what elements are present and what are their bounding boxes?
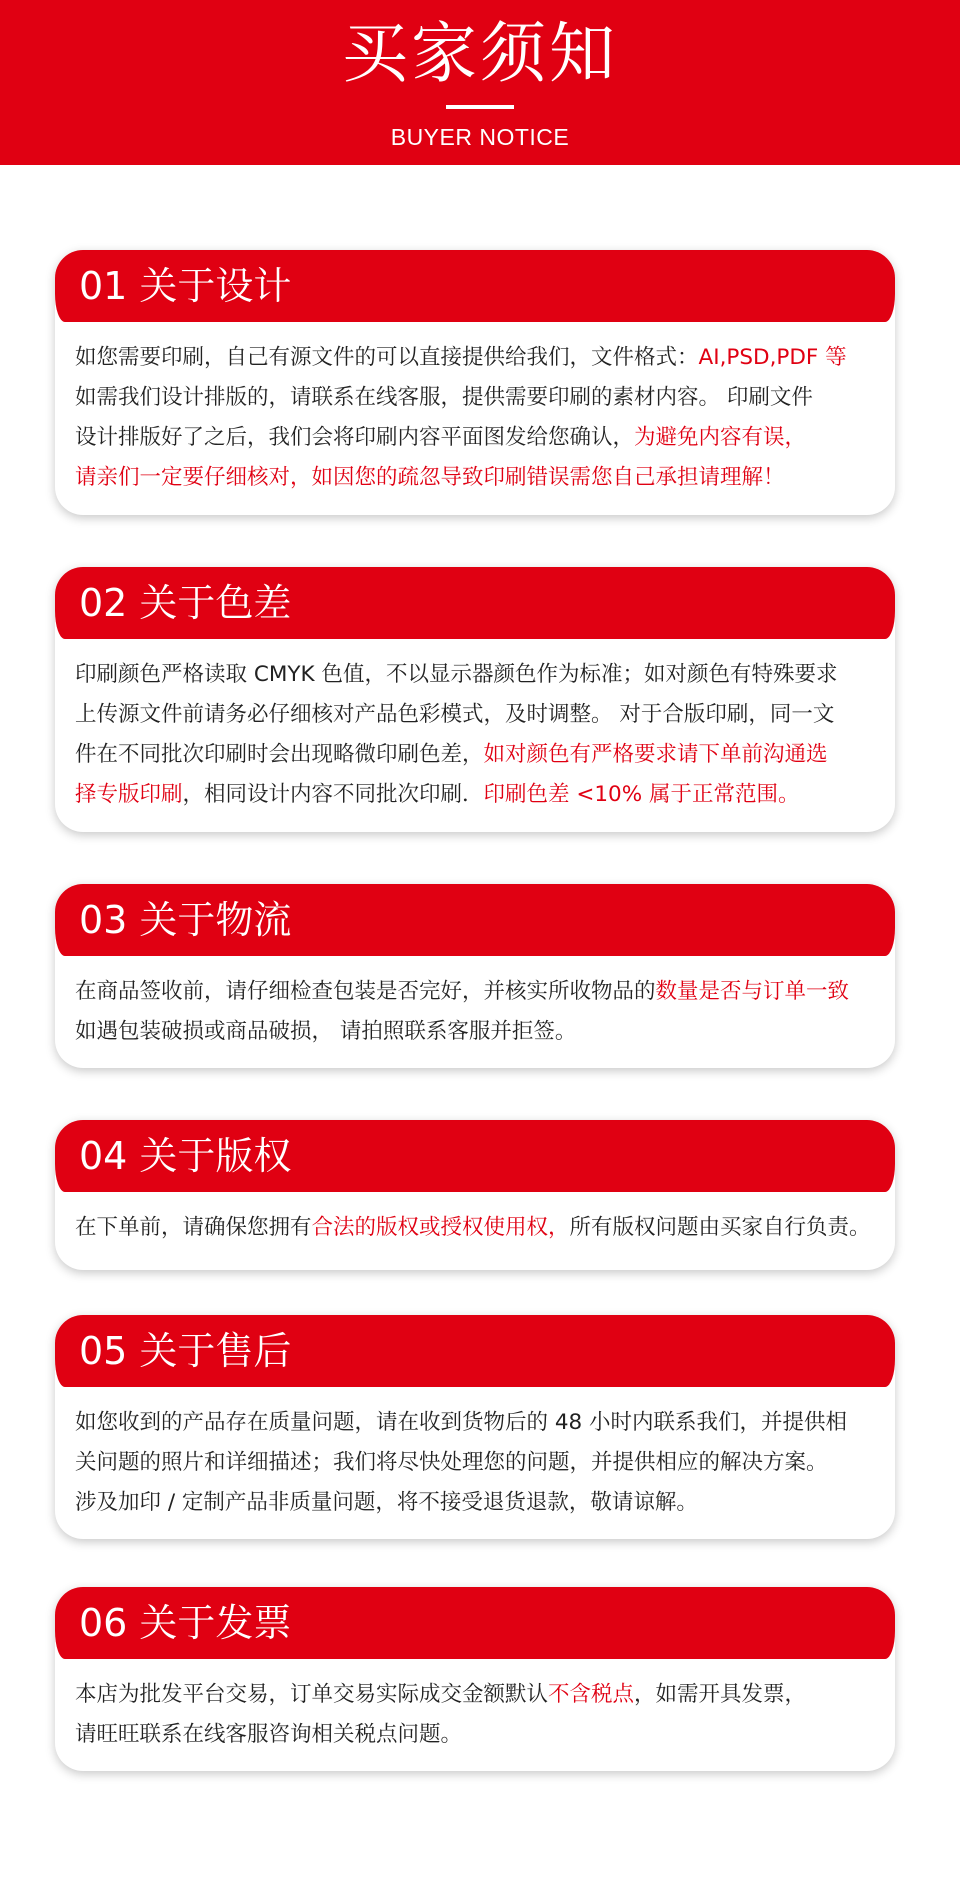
body-text: 涉及加印 / 定制产品非质量问题，将不接受退货退款，敬请谅解。 xyxy=(75,1490,698,1515)
body-text: ，如需开具发票， xyxy=(634,1682,807,1707)
section-invoice xyxy=(55,1587,895,1771)
body-line xyxy=(75,1208,877,1248)
body-text: 关问题的照片和详细描述；我们将尽快处理您的问题，并提供相应的解决方案。 xyxy=(75,1450,828,1475)
section-body xyxy=(55,1387,895,1523)
title-divider xyxy=(446,105,514,109)
section-body xyxy=(55,639,895,815)
highlight-text: 如对颜色有严格要求请下单前沟通选 xyxy=(483,742,828,767)
highlight-text: 数量是否与订单一致 xyxy=(655,979,850,1004)
header-banner xyxy=(0,0,960,165)
section-heading: 01 关于设计 xyxy=(55,250,895,322)
body-text: 在商品签收前，请仔细检查包装是否完好，并核实所收物品的 xyxy=(75,979,656,1004)
body-text: 请旺旺联系在线客服咨询相关税点问题。 xyxy=(75,1722,463,1747)
body-line xyxy=(75,1443,877,1483)
highlight-text: 印刷色差 <10% 属于正常范围。 xyxy=(483,782,800,807)
body-text: 上传源文件前请务必仔细核对产品色彩模式，及时调整。 对于合版印刷，同一文 xyxy=(75,702,835,727)
body-line xyxy=(75,378,877,418)
body-line xyxy=(75,1715,877,1755)
body-line xyxy=(75,1403,877,1443)
highlight-text: AI,PSD,PDF 等 xyxy=(698,345,847,370)
body-text: 如您需要印刷，自己有源文件的可以直接提供给我们，文件格式： xyxy=(75,345,699,370)
highlight-text: 请亲们一定要仔细核对，如因您的疏忽导致印刷错误需您自己承担请理解！ xyxy=(75,465,785,490)
body-text: 本店为批发平台交易，订单交易实际成交金额默认 xyxy=(75,1682,549,1707)
body-line xyxy=(75,1483,877,1523)
highlight-text: 不含税点 xyxy=(548,1682,635,1707)
body-text: 所有版权问题由买家自行负责。 xyxy=(569,1215,871,1240)
section-color-difference xyxy=(55,567,895,832)
section-design xyxy=(55,250,895,515)
body-line xyxy=(75,775,877,815)
body-line xyxy=(75,695,877,735)
highlight-text: 择专版印刷 xyxy=(75,782,183,807)
body-line xyxy=(75,735,877,775)
body-line xyxy=(75,458,877,498)
body-line xyxy=(75,972,877,1012)
section-heading: 06 关于发票 xyxy=(55,1587,895,1659)
section-body xyxy=(55,1192,895,1248)
highlight-text: 合法的版权或授权使用权， xyxy=(311,1215,570,1240)
body-line xyxy=(75,418,877,458)
body-line xyxy=(75,1675,877,1715)
body-text: 如需我们设计排版的，请联系在线客服，提供需要印刷的素材内容。 印刷文件 xyxy=(75,385,813,410)
section-heading: 02 关于色差 xyxy=(55,567,895,639)
section-heading: 04 关于版权 xyxy=(55,1120,895,1192)
body-text: 如遇包装破损或商品破损， 请拍照联系客服并拒签。 xyxy=(75,1019,577,1044)
body-text: 如您收到的产品存在质量问题，请在收到货物后的 48 小时内联系我们，并提供相 xyxy=(75,1410,848,1435)
section-body xyxy=(55,1659,895,1755)
section-heading: 05 关于售后 xyxy=(55,1315,895,1387)
highlight-text: 为避免内容有误， xyxy=(634,425,807,450)
body-line xyxy=(75,655,877,695)
page-title: 买家须知 xyxy=(342,15,618,92)
body-line xyxy=(75,338,877,378)
body-line xyxy=(75,1012,877,1052)
body-text: 印刷颜色严格读取 CMYK 色值，不以显示器颜色作为标准；如对颜色有特殊要求 xyxy=(75,662,838,687)
body-text: 件在不同批次印刷时会出现略微印刷色差， xyxy=(75,742,484,767)
section-after-sales xyxy=(55,1315,895,1539)
page-subtitle: BUYER NOTICE xyxy=(390,124,570,150)
body-text: 设计排版好了之后，我们会将印刷内容平面图发给您确认， xyxy=(75,425,635,450)
section-body xyxy=(55,956,895,1052)
section-body xyxy=(55,322,895,498)
section-heading: 03 关于物流 xyxy=(55,884,895,956)
body-text: 在下单前，请确保您拥有 xyxy=(75,1215,312,1240)
section-logistics xyxy=(55,884,895,1068)
body-text: ，相同设计内容不同批次印刷． xyxy=(182,782,484,807)
section-copyright xyxy=(55,1120,895,1270)
